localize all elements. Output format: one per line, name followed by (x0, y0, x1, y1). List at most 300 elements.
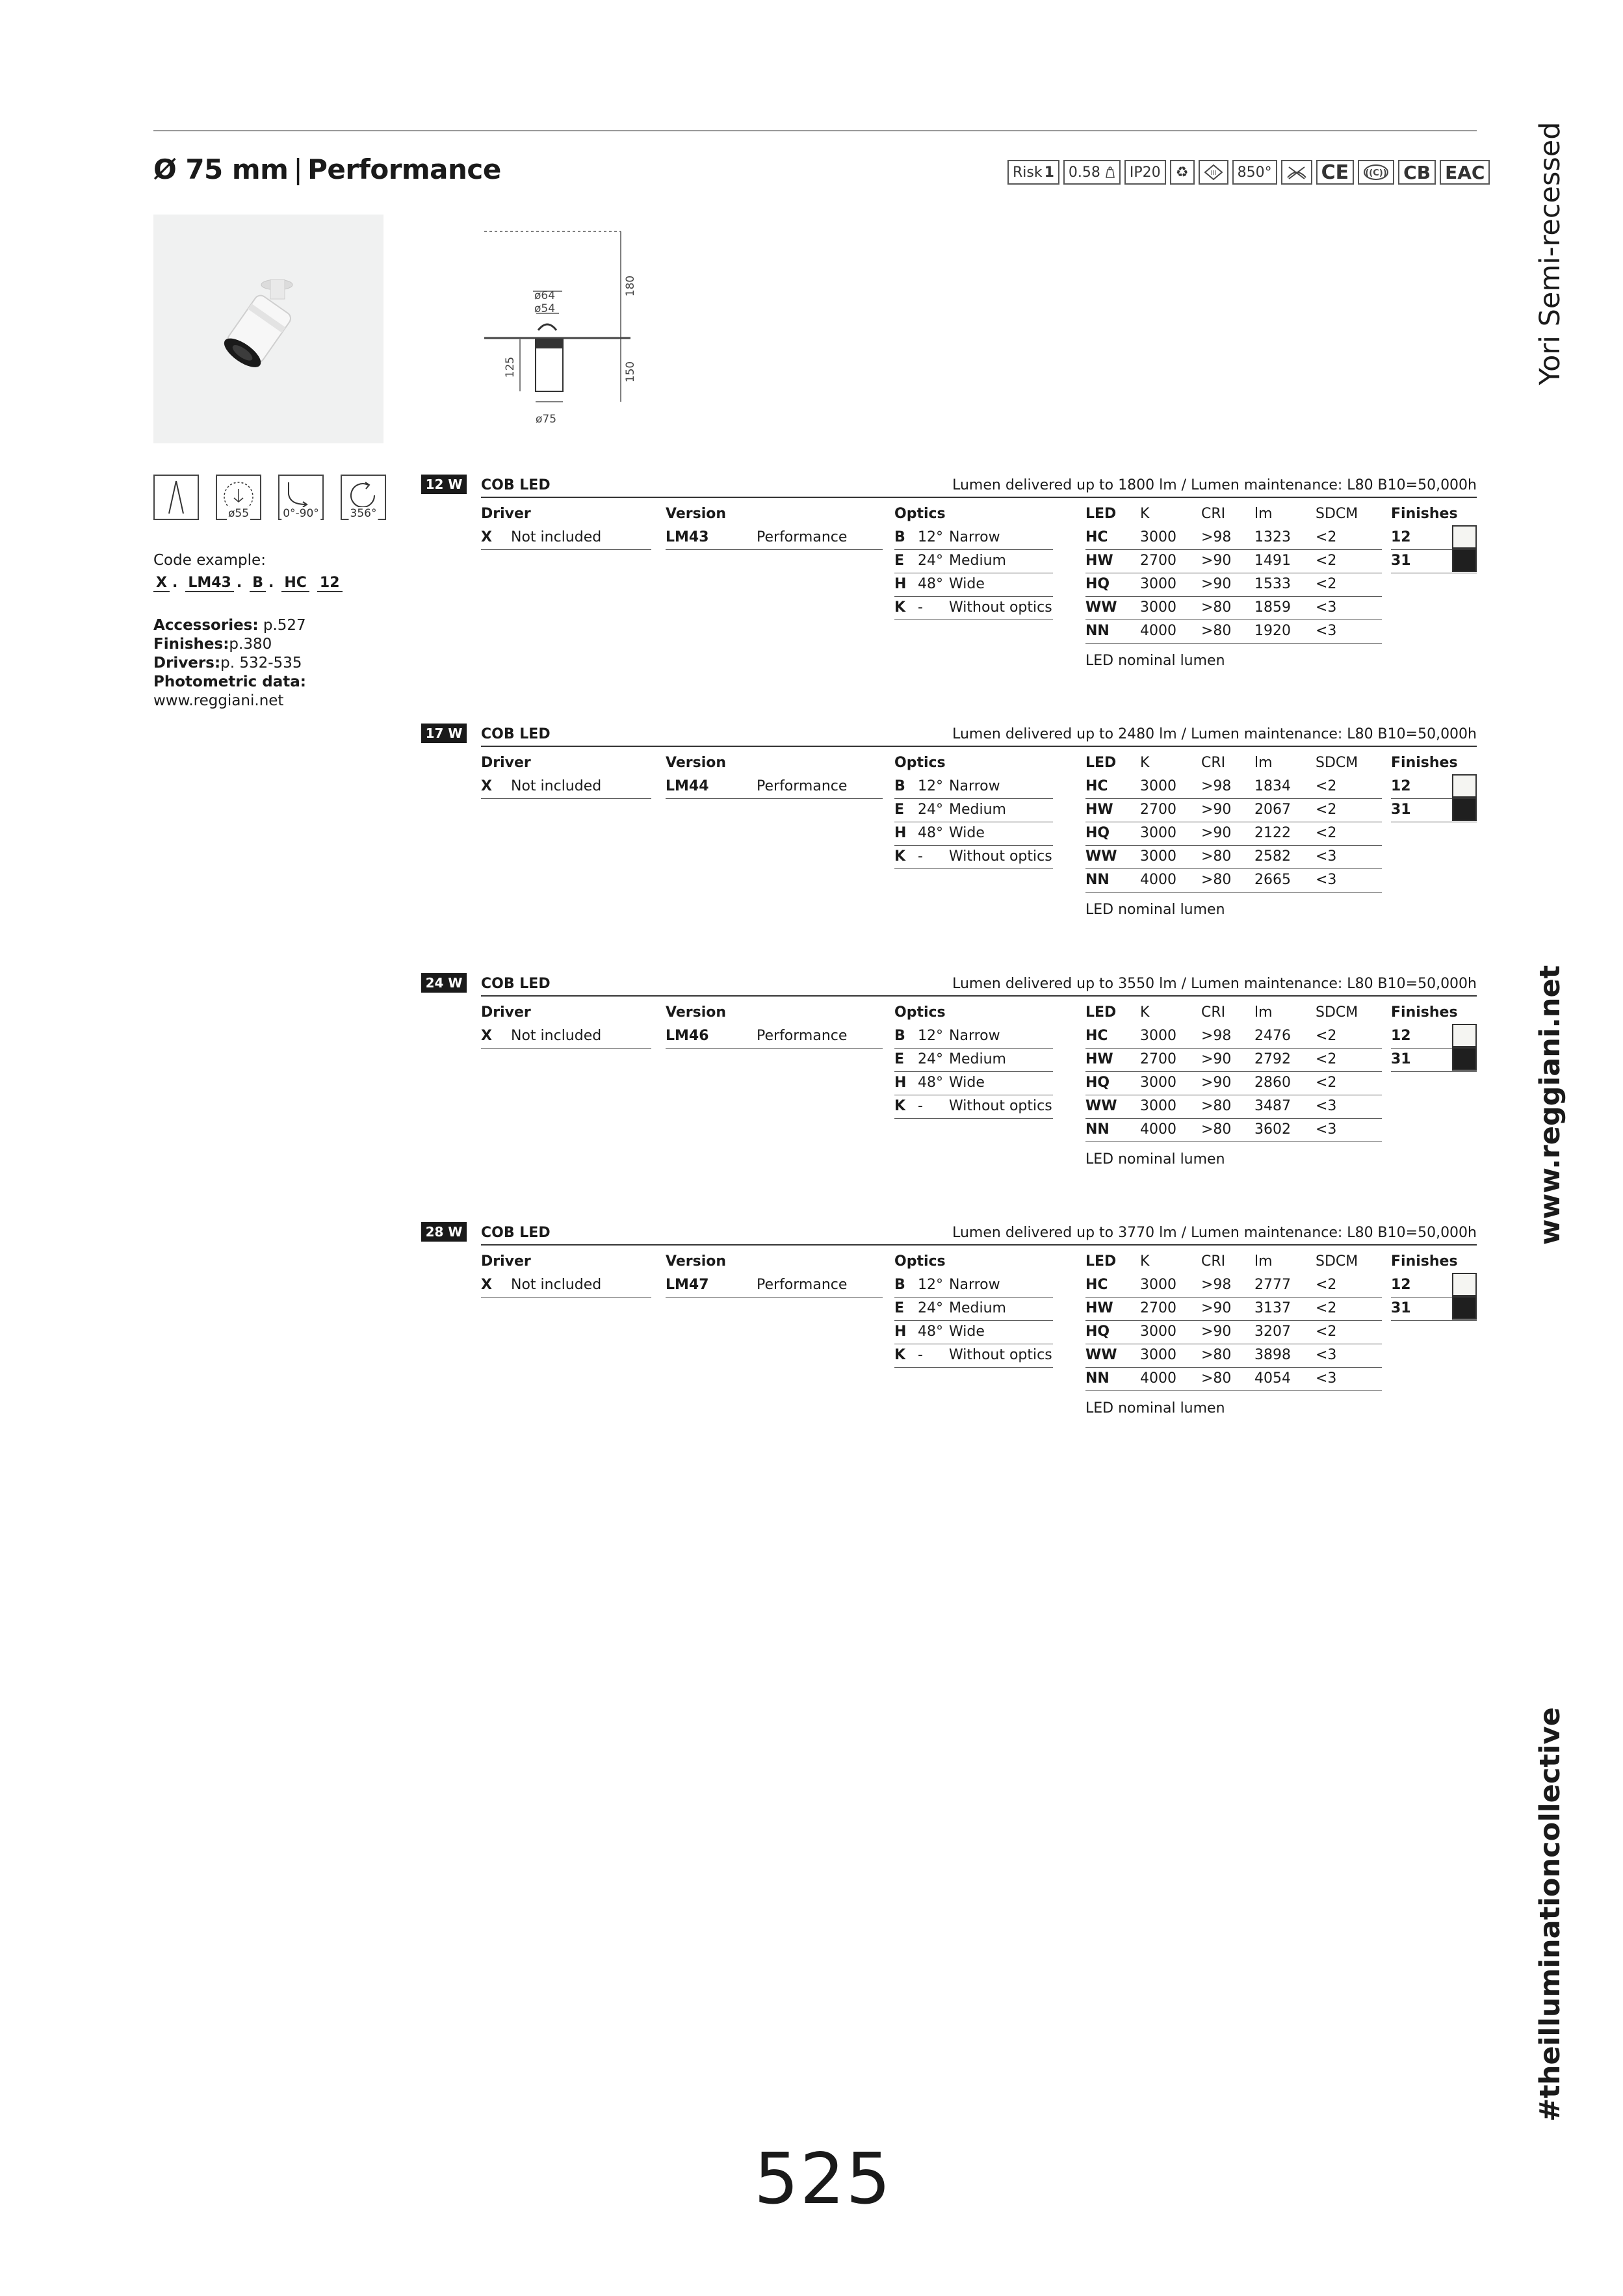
led-sdcm: <3 (1316, 1098, 1337, 1114)
led-k: 3000 (1140, 529, 1176, 545)
led-note: LED nominal lumen (1085, 1151, 1225, 1168)
source-label: COB LED (481, 726, 551, 742)
optic-name: Narrow (949, 529, 1000, 545)
column-header-sdcm: SDCM (1316, 1004, 1358, 1021)
driver-code[interactable]: X (481, 1277, 492, 1293)
row-underline (1391, 1071, 1477, 1072)
sidebar-family: Yori Semi-recessed (1534, 122, 1566, 385)
led-code[interactable]: NN (1085, 872, 1110, 888)
led-k: 3000 (1140, 576, 1176, 592)
led-k: 3000 (1140, 599, 1176, 616)
row-underline (894, 549, 1053, 550)
code-part-finish: 12 (317, 575, 343, 592)
column-header-sdcm: SDCM (1316, 1253, 1358, 1270)
column-header-version: Version (666, 1253, 727, 1270)
optic-name: Wide (949, 576, 985, 592)
title-separator: | (293, 153, 303, 185)
ip-icon: IP20 (1124, 160, 1166, 185)
led-lm: 2582 (1254, 848, 1291, 865)
led-cri: >98 (1201, 778, 1232, 794)
led-lm: 4054 (1254, 1370, 1291, 1387)
optic-angle: 12° (918, 529, 943, 545)
led-sdcm: <2 (1316, 1051, 1337, 1067)
code-part-optics: B (250, 575, 266, 592)
row-underline (1085, 1367, 1382, 1368)
optic-angle: 48° (918, 576, 943, 592)
column-header-sdcm: SDCM (1316, 755, 1358, 771)
led-lm: 1533 (1254, 576, 1291, 592)
version-name: Performance (757, 1277, 848, 1293)
source-label: COB LED (481, 477, 551, 493)
optic-code[interactable]: K (894, 1347, 906, 1363)
optic-code[interactable]: K (894, 1098, 906, 1114)
drivers-link[interactable]: p. 532-535 (220, 655, 302, 672)
led-cri: >90 (1201, 1300, 1232, 1316)
optic-code[interactable]: K (894, 848, 906, 865)
feature-icons (153, 475, 386, 520)
row-underline (894, 1118, 1053, 1119)
info-list: Accessories: p.527 Finishes:p.380 Drivers:p. 532-535 Photometric data: www.reggiani.net (153, 617, 306, 709)
version-code[interactable]: LM43 (666, 529, 709, 545)
led-code[interactable]: HC (1085, 1028, 1108, 1044)
led-lm: 1920 (1254, 623, 1291, 639)
row-underline (894, 845, 1053, 846)
sidebar-hashtag: #theilluminationcollective (1534, 1707, 1566, 2122)
optic-code[interactable]: H (894, 576, 907, 592)
led-lm: 2665 (1254, 872, 1291, 888)
product-block (421, 475, 1477, 722)
row-underline (666, 1048, 883, 1049)
optic-code[interactable]: B (894, 778, 905, 794)
led-code[interactable]: NN (1085, 623, 1110, 639)
led-k: 4000 (1140, 1121, 1176, 1138)
optic-name: Without optics (949, 1098, 1052, 1114)
column-header-finishes: Finishes (1391, 1004, 1458, 1021)
driver-code[interactable]: X (481, 1028, 492, 1044)
led-note: LED nominal lumen (1085, 653, 1225, 669)
led-sdcm: <2 (1316, 1075, 1337, 1091)
led-sdcm: <2 (1316, 576, 1337, 592)
row-underline (1085, 1048, 1382, 1049)
row-underline (894, 1320, 1053, 1321)
finish-code[interactable]: 12 (1391, 1028, 1411, 1044)
header-rule (481, 497, 1477, 498)
row-underline (1085, 643, 1382, 644)
optic-angle: 24° (918, 1300, 943, 1316)
led-code[interactable]: HC (1085, 1277, 1108, 1293)
row-underline (1085, 892, 1382, 893)
led-cri: >90 (1201, 576, 1232, 592)
column-header-k: K (1140, 506, 1150, 522)
column-header-finishes: Finishes (1391, 1253, 1458, 1270)
led-code[interactable]: HQ (1085, 1075, 1110, 1091)
optic-angle: 24° (918, 553, 943, 569)
column-header-led: LED (1085, 1004, 1117, 1021)
optic-name: Wide (949, 1324, 985, 1340)
optic-angle: - (918, 1347, 923, 1363)
version-code[interactable]: LM46 (666, 1028, 709, 1044)
row-underline (481, 549, 651, 550)
rotation-icon: 356° (341, 475, 386, 520)
lumen-summary: Lumen delivered up to 1800 lm / Lumen maintenance: L80 B10=50,000h (952, 477, 1477, 493)
led-k: 2700 (1140, 1300, 1176, 1316)
led-sdcm: <2 (1316, 778, 1337, 794)
led-k: 2700 (1140, 553, 1176, 569)
wattage-badge: 17 W (421, 724, 467, 743)
optic-code[interactable]: E (894, 553, 905, 569)
optic-angle: - (918, 848, 923, 865)
optic-name: Medium (949, 1051, 1006, 1067)
optic-code[interactable]: E (894, 1300, 905, 1316)
optic-code[interactable]: H (894, 825, 907, 841)
finish-swatch[interactable] (1452, 525, 1477, 549)
optic-code[interactable]: K (894, 599, 906, 616)
led-lm: 1859 (1254, 599, 1291, 616)
column-header-version: Version (666, 506, 727, 522)
dimension-drawing (481, 228, 650, 436)
version-name: Performance (757, 1028, 848, 1044)
row-underline (1085, 1141, 1382, 1142)
driver-code[interactable]: X (481, 529, 492, 545)
finish-code[interactable]: 31 (1391, 553, 1411, 569)
product-block (421, 1222, 1477, 1469)
weight-icon: 0.58 (1063, 160, 1121, 185)
optic-code[interactable]: B (894, 529, 905, 545)
column-header-driver: Driver (481, 1004, 531, 1021)
top-rule (153, 130, 1477, 131)
led-sdcm: <2 (1316, 553, 1337, 569)
dim-o64: ø64 (534, 289, 556, 302)
optic-code[interactable]: E (894, 802, 905, 818)
led-code[interactable]: WW (1085, 848, 1117, 865)
led-sdcm: <3 (1316, 848, 1337, 865)
led-cri: >90 (1201, 1075, 1232, 1091)
row-underline (481, 1297, 651, 1298)
led-lm: 3207 (1254, 1324, 1291, 1340)
led-lm: 2067 (1254, 802, 1291, 818)
column-header-driver: Driver (481, 1253, 531, 1270)
row-underline (1085, 868, 1382, 869)
row-underline (1085, 798, 1382, 799)
version-name: Performance (757, 529, 848, 545)
code-part-driver: X (153, 575, 170, 592)
optic-name: Medium (949, 553, 1006, 569)
finish-code[interactable]: 31 (1391, 802, 1411, 818)
led-sdcm: <2 (1316, 529, 1337, 545)
led-k: 4000 (1140, 872, 1176, 888)
led-code[interactable]: WW (1085, 599, 1117, 616)
tilt-icon: 0°-90° (278, 475, 324, 520)
led-sdcm: <2 (1316, 1277, 1337, 1293)
optic-name: Without optics (949, 848, 1052, 865)
svg-text:((C)): ((C)) (1365, 168, 1387, 178)
dim-180: 180 (624, 275, 637, 297)
wattage-badge: 24 W (421, 973, 467, 993)
led-lm: 2792 (1254, 1051, 1291, 1067)
led-cri: >80 (1201, 872, 1232, 888)
led-sdcm: <3 (1316, 872, 1337, 888)
driver-name: Not included (511, 529, 602, 545)
led-cri: >90 (1201, 1324, 1232, 1340)
column-header-optics: Optics (894, 1253, 946, 1270)
optic-name: Wide (949, 825, 985, 841)
wattage-badge: 12 W (421, 475, 467, 494)
dim-o75: ø75 (536, 413, 557, 426)
led-code[interactable]: HQ (1085, 576, 1110, 592)
led-code[interactable]: HW (1085, 1051, 1113, 1067)
led-cri: >90 (1201, 802, 1232, 818)
optic-code[interactable]: H (894, 1075, 907, 1091)
optic-name: Medium (949, 1300, 1006, 1316)
lumen-summary: Lumen delivered up to 3550 lm / Lumen maintenance: L80 B10=50,000h (952, 976, 1477, 992)
led-code[interactable]: HQ (1085, 1324, 1110, 1340)
row-underline (666, 798, 883, 799)
led-sdcm: <3 (1316, 623, 1337, 639)
column-header-led: LED (1085, 755, 1117, 771)
column-header-finishes: Finishes (1391, 506, 1458, 522)
led-cri: >80 (1201, 1098, 1232, 1114)
led-lm: 2122 (1254, 825, 1291, 841)
finish-swatch[interactable] (1452, 798, 1477, 821)
dim-150: 150 (624, 361, 637, 383)
led-k: 3000 (1140, 1347, 1176, 1363)
lumen-summary: Lumen delivered up to 3770 lm / Lumen maintenance: L80 B10=50,000h (952, 1225, 1477, 1241)
led-code[interactable]: HW (1085, 1300, 1113, 1316)
led-lm: 3487 (1254, 1098, 1291, 1114)
optic-angle: 48° (918, 825, 943, 841)
led-sdcm: <2 (1316, 802, 1337, 818)
column-header-k: K (1140, 1004, 1150, 1021)
led-cri: >80 (1201, 623, 1232, 639)
row-underline (894, 596, 1053, 597)
column-header-lm: lm (1254, 1253, 1273, 1270)
beam-icon (153, 475, 199, 520)
finish-code[interactable]: 12 (1391, 529, 1411, 545)
led-k: 3000 (1140, 1028, 1176, 1044)
optic-angle: 24° (918, 802, 943, 818)
led-cri: >90 (1201, 825, 1232, 841)
optic-name: Medium (949, 802, 1006, 818)
row-underline (481, 798, 651, 799)
sidebar-website[interactable]: www.reggiani.net (1534, 965, 1566, 1246)
optic-code[interactable]: B (894, 1277, 905, 1293)
certification-strip (1007, 160, 1490, 189)
finishes-link[interactable]: p.380 (229, 636, 272, 653)
title-variant: Performance (307, 153, 501, 185)
optic-angle: - (918, 599, 923, 616)
optic-name: Narrow (949, 1277, 1000, 1293)
led-sdcm: <3 (1316, 1370, 1337, 1387)
optic-angle: 48° (918, 1075, 943, 1091)
optic-name: Narrow (949, 1028, 1000, 1044)
led-code[interactable]: HC (1085, 778, 1108, 794)
led-lm: 3602 (1254, 1121, 1291, 1138)
column-header-led: LED (1085, 506, 1117, 522)
column-header-lm: lm (1254, 1004, 1273, 1021)
version-code[interactable]: LM44 (666, 778, 709, 794)
finish-swatch[interactable] (1452, 1024, 1477, 1047)
dim-o54: ø54 (534, 302, 556, 315)
column-header-version: Version (666, 755, 727, 771)
led-cri: >80 (1201, 1347, 1232, 1363)
product-photo (153, 215, 383, 443)
no-insulation-cover-icon (1281, 160, 1312, 185)
led-k: 2700 (1140, 1051, 1176, 1067)
row-underline (894, 1367, 1053, 1368)
source-label: COB LED (481, 976, 551, 992)
led-sdcm: <2 (1316, 1324, 1337, 1340)
row-underline (1085, 596, 1382, 597)
finish-code[interactable]: 31 (1391, 1300, 1411, 1316)
optic-name: Narrow (949, 778, 1000, 794)
led-cri: >90 (1201, 1051, 1232, 1067)
column-header-finishes: Finishes (1391, 755, 1458, 771)
cutout-icon: ø55 (216, 475, 261, 520)
led-cri: >98 (1201, 1028, 1232, 1044)
led-code[interactable]: NN (1085, 1121, 1110, 1138)
row-underline (1085, 845, 1382, 846)
source-label: COB LED (481, 1225, 551, 1241)
led-lm: 2476 (1254, 1028, 1291, 1044)
finish-code[interactable]: 12 (1391, 778, 1411, 794)
column-header-cri: CRI (1201, 755, 1226, 771)
finish-code[interactable]: 12 (1391, 1277, 1411, 1293)
finish-swatch[interactable] (1452, 549, 1477, 572)
optic-name: Without optics (949, 1347, 1052, 1363)
enec-icon (1358, 160, 1394, 185)
led-cri: >98 (1201, 1277, 1232, 1293)
row-underline (894, 868, 1053, 869)
photometric-link[interactable]: www.reggiani.net (153, 692, 284, 709)
eac-icon: EAC (1440, 160, 1490, 185)
row-underline (666, 1297, 883, 1298)
column-header-cri: CRI (1201, 1253, 1226, 1270)
led-cri: >80 (1201, 1370, 1232, 1387)
driver-name: Not included (511, 1277, 602, 1293)
led-note: LED nominal lumen (1085, 1400, 1225, 1416)
optic-name: Without optics (949, 599, 1052, 616)
title-diameter: Ø 75 mm (153, 153, 289, 185)
led-code[interactable]: HC (1085, 529, 1108, 545)
led-cri: >80 (1201, 848, 1232, 865)
led-code[interactable]: HW (1085, 553, 1113, 569)
product-block (421, 724, 1477, 971)
led-code[interactable]: HQ (1085, 825, 1110, 841)
led-lm: 1491 (1254, 553, 1291, 569)
column-header-lm: lm (1254, 506, 1273, 522)
led-lm: 2777 (1254, 1277, 1291, 1293)
led-code[interactable]: NN (1085, 1370, 1110, 1387)
led-code[interactable]: WW (1085, 1098, 1117, 1114)
led-k: 4000 (1140, 1370, 1176, 1387)
column-header-version: Version (666, 1004, 727, 1021)
svg-text:III: III (1210, 170, 1217, 177)
led-cri: >80 (1201, 1121, 1232, 1138)
column-header-lm: lm (1254, 755, 1273, 771)
led-k: 2700 (1140, 802, 1176, 818)
led-k: 3000 (1140, 848, 1176, 865)
ce-icon: CE (1316, 160, 1355, 185)
row-underline (1085, 549, 1382, 550)
led-sdcm: <3 (1316, 599, 1337, 616)
optic-angle: - (918, 1098, 923, 1114)
driver-name: Not included (511, 778, 602, 794)
led-cri: >80 (1201, 599, 1232, 616)
led-k: 3000 (1140, 1277, 1176, 1293)
class-iii-icon (1199, 160, 1228, 185)
column-header-optics: Optics (894, 1004, 946, 1021)
code-part-led: HC (281, 575, 309, 592)
column-header-led: LED (1085, 1253, 1117, 1270)
led-sdcm: <3 (1316, 1121, 1337, 1138)
driver-name: Not included (511, 1028, 602, 1044)
finish-code[interactable]: 31 (1391, 1051, 1411, 1067)
dim-125: 125 (504, 356, 517, 378)
finish-swatch[interactable] (1452, 1047, 1477, 1071)
code-example: X . LM43 . B . HC 12 (153, 575, 343, 592)
column-header-optics: Optics (894, 506, 946, 522)
led-k: 3000 (1140, 1324, 1176, 1340)
row-underline (894, 1297, 1053, 1298)
product-block (421, 973, 1477, 1220)
code-example-title: Code example: (153, 552, 266, 569)
lumen-summary: Lumen delivered up to 2480 lm / Lumen maintenance: L80 B10=50,000h (952, 726, 1477, 742)
optic-code[interactable]: B (894, 1028, 905, 1044)
column-header-sdcm: SDCM (1316, 506, 1358, 522)
led-sdcm: <2 (1316, 825, 1337, 841)
optic-code[interactable]: H (894, 1324, 907, 1340)
driver-code[interactable]: X (481, 778, 492, 794)
accessories-link[interactable]: p.527 (263, 617, 306, 634)
column-header-cri: CRI (1201, 506, 1226, 522)
row-underline (666, 549, 883, 550)
led-k: 3000 (1140, 1098, 1176, 1114)
row-underline (894, 1048, 1053, 1049)
optic-name: Wide (949, 1075, 985, 1091)
finish-swatch[interactable] (1452, 774, 1477, 798)
led-code[interactable]: WW (1085, 1347, 1117, 1363)
row-underline (1085, 1297, 1382, 1298)
led-sdcm: <2 (1316, 1300, 1337, 1316)
led-k: 3000 (1140, 778, 1176, 794)
led-lm: 3898 (1254, 1347, 1291, 1363)
page-number: 525 (754, 2139, 892, 2220)
column-header-k: K (1140, 755, 1150, 771)
optic-code[interactable]: E (894, 1051, 905, 1067)
column-header-optics: Optics (894, 755, 946, 771)
led-lm: 1323 (1254, 529, 1291, 545)
optic-angle: 12° (918, 1028, 943, 1044)
led-k: 3000 (1140, 1075, 1176, 1091)
column-header-driver: Driver (481, 755, 531, 771)
column-header-k: K (1140, 1253, 1150, 1270)
led-code[interactable]: HW (1085, 802, 1113, 818)
version-code[interactable]: LM47 (666, 1277, 709, 1293)
finish-swatch[interactable] (1452, 1296, 1477, 1320)
led-lm: 3137 (1254, 1300, 1291, 1316)
led-lm: 2860 (1254, 1075, 1291, 1091)
finish-swatch[interactable] (1452, 1273, 1477, 1296)
recycle-icon: ♻ (1170, 160, 1195, 185)
cb-icon: CB (1398, 160, 1436, 185)
row-underline (481, 1048, 651, 1049)
row-underline (1085, 1118, 1382, 1119)
led-sdcm: <3 (1316, 1347, 1337, 1363)
column-header-cri: CRI (1201, 1004, 1226, 1021)
led-lm: 1834 (1254, 778, 1291, 794)
header-rule (481, 995, 1477, 997)
led-k: 4000 (1140, 623, 1176, 639)
